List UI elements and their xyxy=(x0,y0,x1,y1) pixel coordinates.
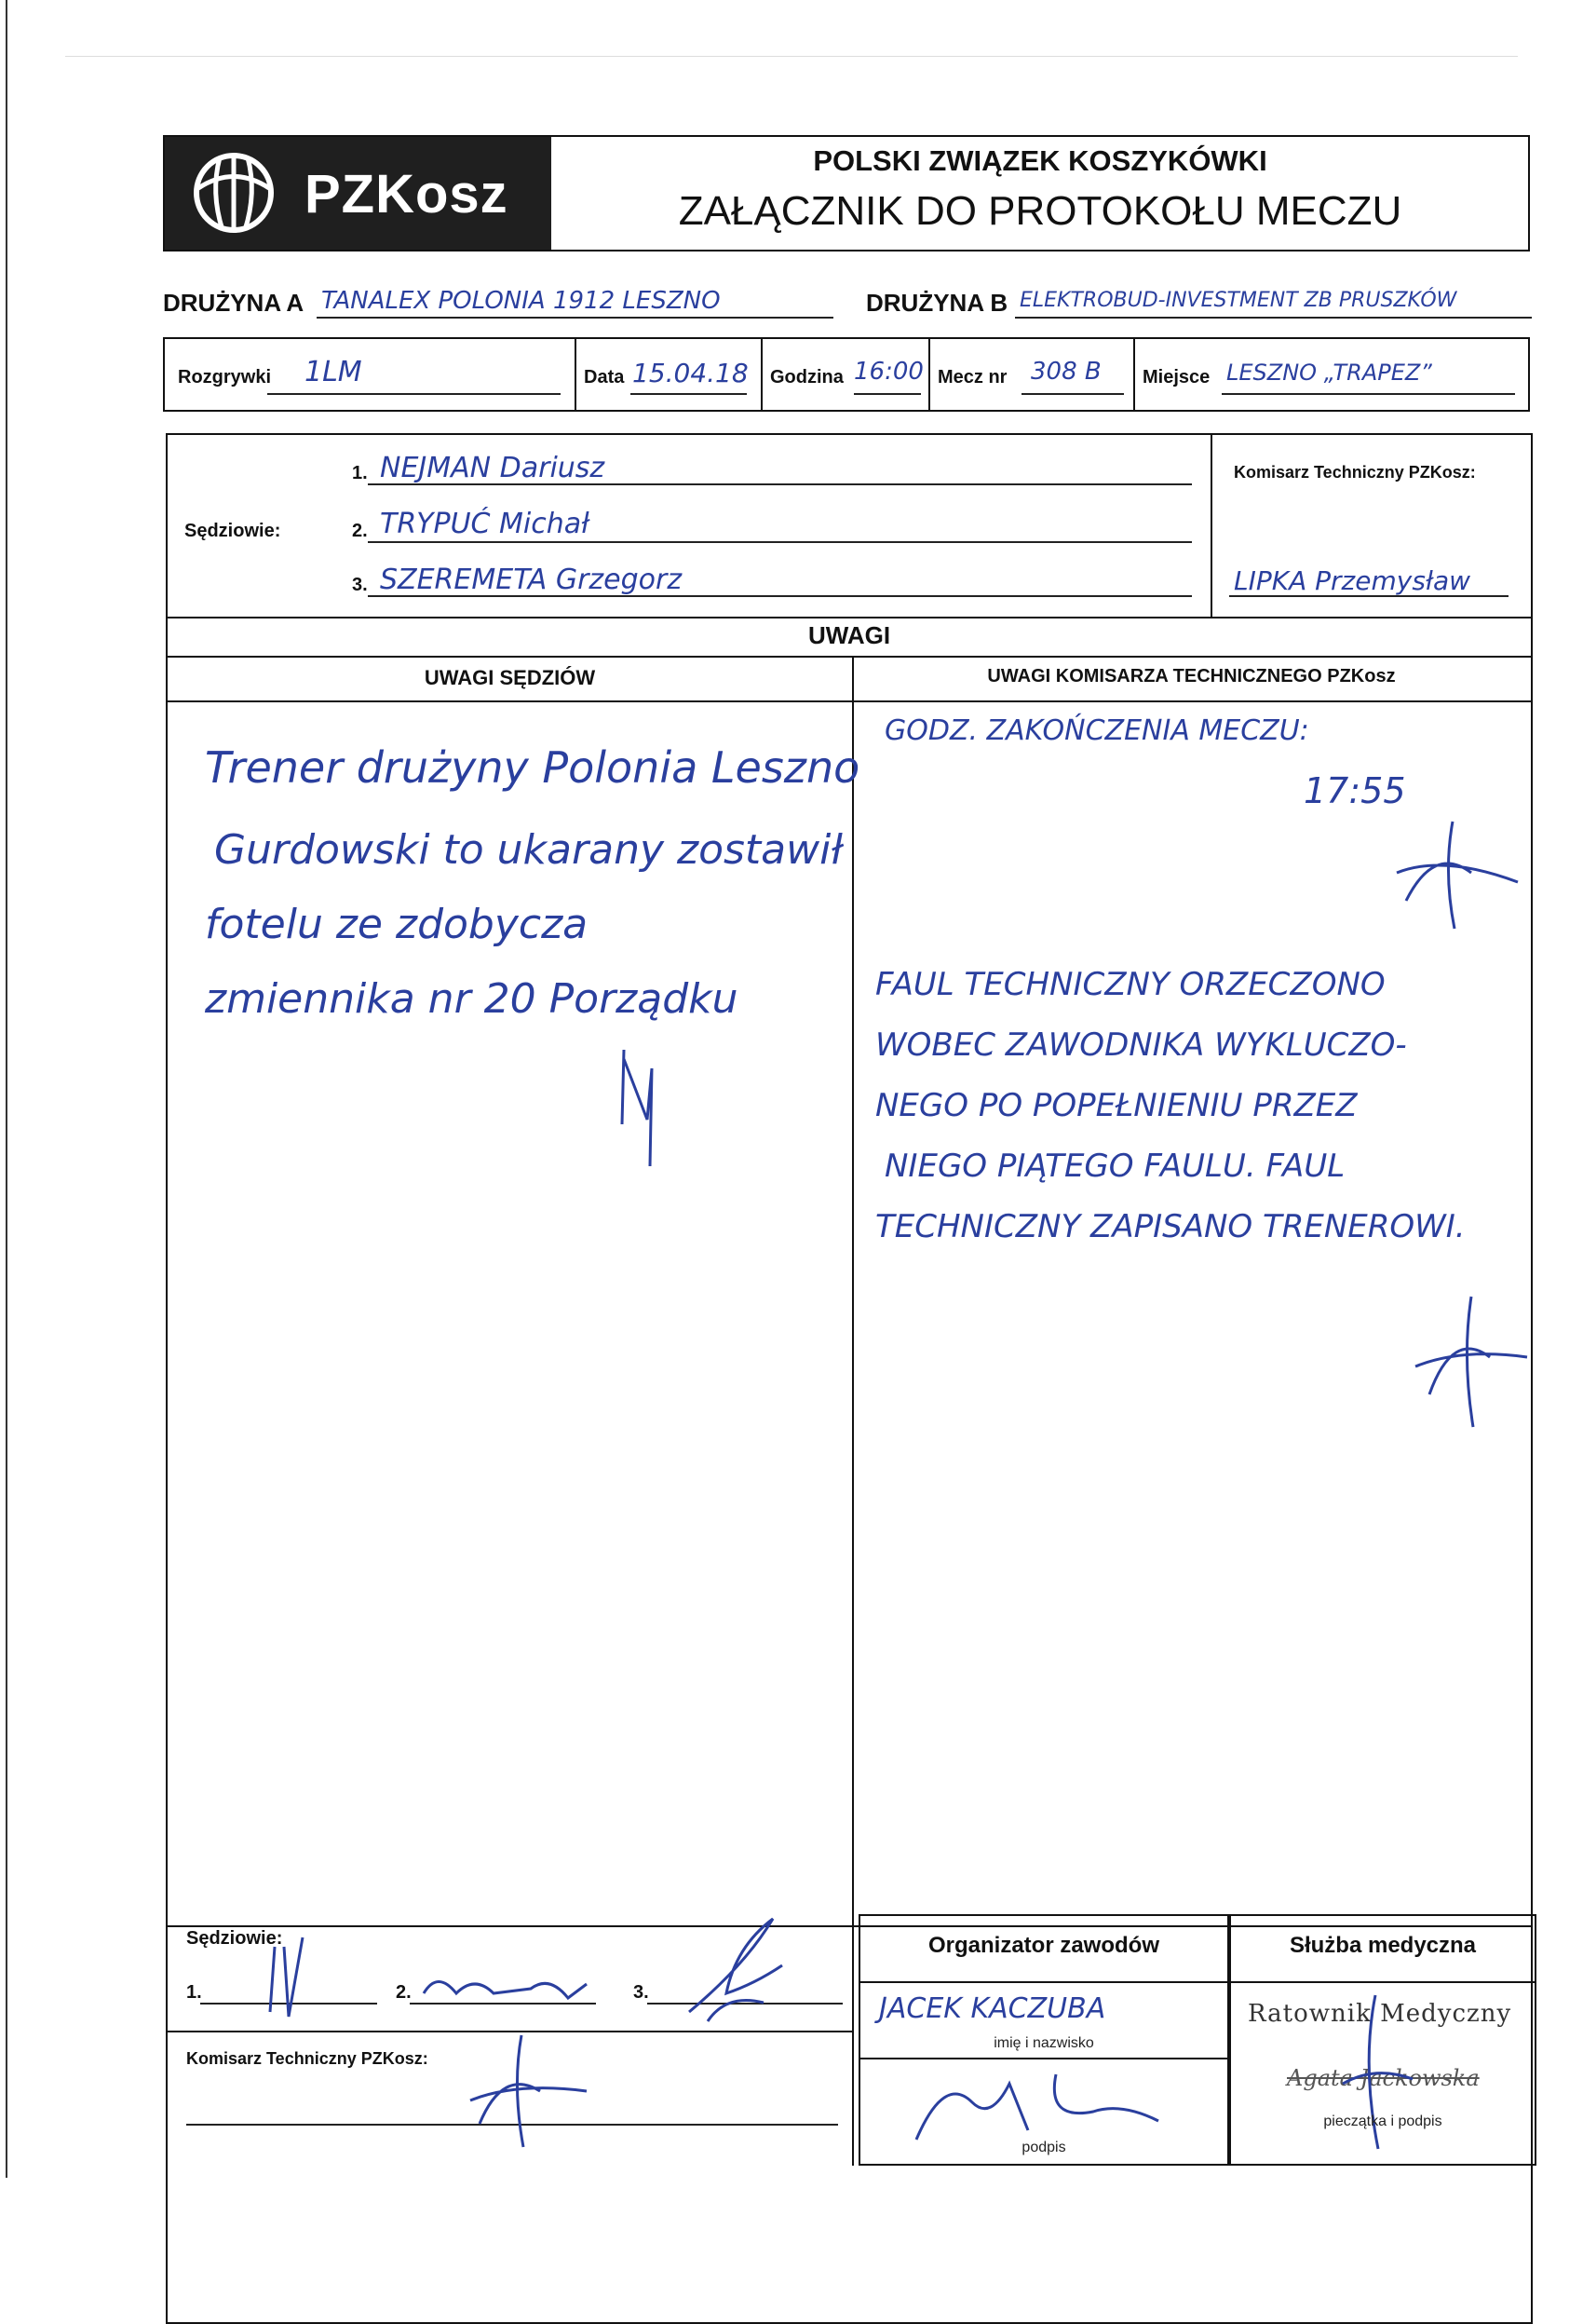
commissioner-value: LIPKA Przemysław xyxy=(1234,565,1471,596)
match-info-row xyxy=(163,337,1530,412)
venue-cell xyxy=(1133,339,1528,410)
venue-value: LESZNO „TRAPEZ” xyxy=(1226,360,1432,386)
referee-3-number: 3. xyxy=(352,575,368,595)
date-underline xyxy=(630,393,747,395)
team-b-label: DRUŻYNA B xyxy=(866,289,1008,317)
commissioner-divider xyxy=(1211,435,1212,617)
medical-caption: pieczątka i podpis xyxy=(1323,2113,1442,2129)
time-underline xyxy=(854,393,921,395)
document-header xyxy=(163,135,1530,251)
organizer-name: JACEK KACZUBA xyxy=(879,1992,1106,2025)
footer-commissioner-signature xyxy=(456,2031,596,2152)
time-cell xyxy=(761,339,930,410)
logo-text: PZKosz xyxy=(304,164,508,224)
commissioner-remark-line-7: TECHNICZNY ZAPISANO TRENEROWI. xyxy=(875,1208,1466,1245)
medical-service-title: Służba medyczna xyxy=(1289,1933,1477,1958)
footer-referee-1-signature xyxy=(251,1928,326,2021)
medical-title-line xyxy=(1231,1981,1535,1983)
referee-remark-signature xyxy=(605,1031,680,1171)
referee-2-name: TRYPUĆ Michał xyxy=(380,508,589,540)
referee-remark-line-2: Gurdowski to ukarany zostawił xyxy=(214,826,843,874)
rozgrywki-cell xyxy=(165,339,576,410)
organizer-box xyxy=(859,1914,1229,2166)
organizer-title-line xyxy=(860,1981,1227,1983)
commissioner-remark-line-4: WOBEC ZAWODNIKA WYKLUCZO- xyxy=(875,1026,1407,1064)
match-number-label: Mecz nr xyxy=(938,367,1008,387)
team-b-value: ELEKTROBUD-INVESTMENT ZB PRUSZKÓW xyxy=(1020,289,1457,312)
organizer-title: Organizator zawodów xyxy=(927,1933,1159,1958)
time-value: 16:00 xyxy=(854,358,924,386)
referee-3-name: SZEREMETA Grzegorz xyxy=(380,564,683,596)
date-value: 15.04.18 xyxy=(632,358,749,388)
referees-label: Sędziowie: xyxy=(184,521,281,541)
basketball-icon xyxy=(178,146,290,239)
commissioner-signature-1 xyxy=(1378,817,1527,938)
footer-referee-2-number: 2. xyxy=(396,1982,412,2003)
referee-remark-line-3: fotelu ze zdobycza xyxy=(205,901,589,948)
match-number-cell xyxy=(928,339,1135,410)
organizer-name-caption: imię i nazwisko xyxy=(994,2035,1094,2051)
commissioner-remark-line-3: FAUL TECHNICZNY ORZECZONO xyxy=(875,966,1386,1003)
commissioner-remark-line-6: NIEGO PIĄTEGO FAULU. FAUL xyxy=(885,1148,1346,1185)
referee-2-number: 2. xyxy=(352,521,368,541)
pzkosz-logo xyxy=(165,137,551,250)
scan-left-edge xyxy=(6,0,7,2178)
referee-2-line xyxy=(368,541,1192,543)
document-title: ZAŁĄCZNIK DO PROTOKOŁU MECZU xyxy=(678,188,1402,234)
commissioner-remark-line-1: GODZ. ZAKOŃCZENIA MECZU: xyxy=(885,714,1309,747)
team-b-underline xyxy=(1015,317,1532,319)
time-label: Godzina xyxy=(770,367,844,387)
team-a-label: DRUŻYNA A xyxy=(163,289,304,317)
organization-name: POLSKI ZWIĄZEK KOSZYKÓWKI xyxy=(813,144,1267,177)
referee-remarks-title: UWAGI SĘDZIÓW xyxy=(424,666,596,689)
organizer-signature xyxy=(907,2056,1168,2149)
commissioner-remarks-title: UWAGI KOMISARZA TECHNICZNEGO PZKosz xyxy=(987,666,1396,686)
commissioner-remark-line-5: NEGO PO POPEŁNIENIU PRZEZ xyxy=(875,1087,1358,1124)
footer-referee-3-signature xyxy=(670,1909,792,2031)
footer-referee-3-number: 3. xyxy=(633,1982,649,2003)
team-a-value: TANALEX POLONIA 1912 LESZNO xyxy=(321,287,721,315)
footer-referee-1-number: 1. xyxy=(186,1982,202,2003)
rozgrywki-underline xyxy=(267,393,561,395)
footer-divider-1 xyxy=(852,1923,854,2166)
scan-edge-line xyxy=(65,56,1518,57)
rozgrywki-label: Rozgrywki xyxy=(178,367,272,387)
match-number-underline xyxy=(1022,393,1124,395)
match-number-value: 308 B xyxy=(1031,358,1102,386)
commissioner-remark-line-2: 17:55 xyxy=(1304,770,1406,811)
organizer-sign-caption: podpis xyxy=(1022,2140,1066,2155)
uwagi-bottom-line xyxy=(168,656,1531,658)
team-a-underline xyxy=(317,317,833,319)
commissioner-label: Komisarz Techniczny PZKosz: xyxy=(1234,463,1476,482)
footer-commissioner-label: Komisarz Techniczny PZKosz: xyxy=(186,2049,428,2068)
venue-label: Miejsce xyxy=(1143,367,1211,387)
medical-signature xyxy=(1333,1991,1417,2158)
venue-underline xyxy=(1222,393,1515,395)
commissioner-signature-2 xyxy=(1406,1292,1536,1432)
medical-stamp-line-1: Ratownik Medyczny xyxy=(1248,2000,1512,2028)
referee-1-number: 1. xyxy=(352,463,368,483)
medical-stamp-line-2: Agata Jackowska xyxy=(1287,2065,1480,2091)
medical-service-box xyxy=(1229,1914,1536,2166)
uwagi-top-line xyxy=(168,617,1531,618)
remarks-title: UWAGI xyxy=(807,621,891,649)
referee-1-name: NEJMAN Dariusz xyxy=(380,452,605,484)
footer-referees-label: Sędziowie: xyxy=(186,1928,283,1949)
referee-remark-line-1: Trener drużyny Polonia Leszno xyxy=(205,742,860,793)
footer-referee-2-signature xyxy=(419,1965,605,2021)
referee-remark-line-4: zmiennika nr 20 Porządku xyxy=(205,975,738,1023)
rozgrywki-value: 1LM xyxy=(304,356,362,388)
date-cell xyxy=(575,339,763,410)
date-label: Data xyxy=(584,367,625,387)
remarks-header-line xyxy=(168,700,1531,702)
